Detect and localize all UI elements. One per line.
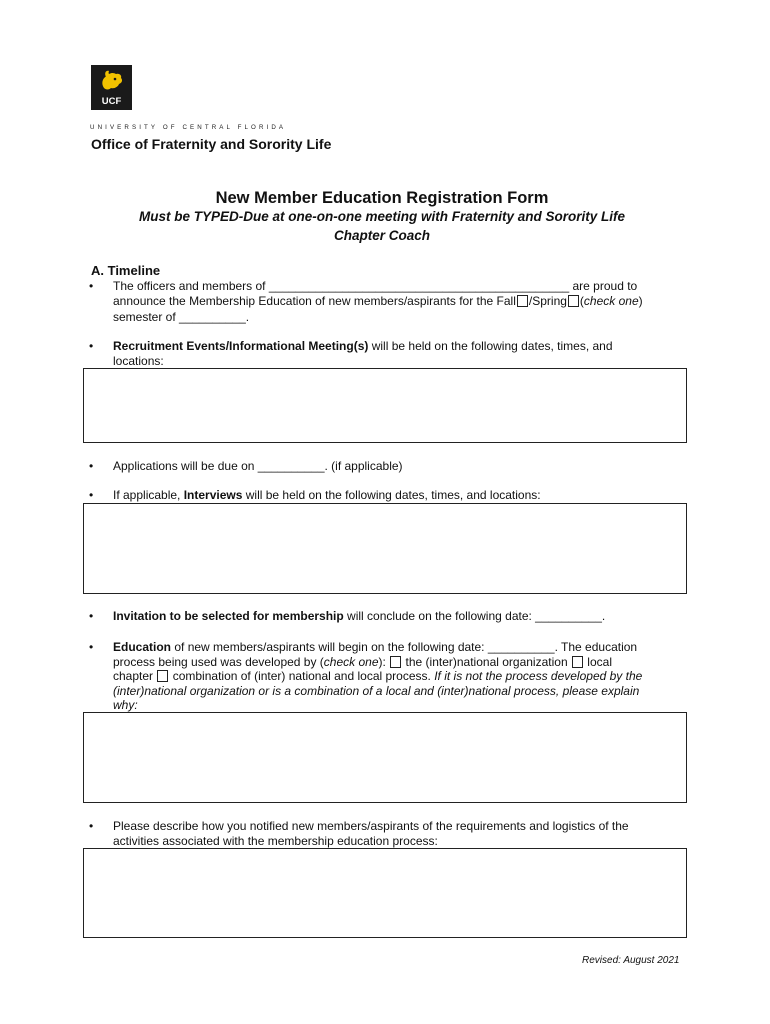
combination-label: combination of (inter) national and local process. [169, 669, 435, 683]
education-line-3 [113, 669, 642, 684]
intl-org-label: the (inter)national organization [402, 655, 568, 669]
applications-line: Applications will be due on __________. (if applicable) [113, 459, 403, 473]
recruitment-input-box[interactable] [83, 368, 687, 443]
education-text: ): [378, 655, 386, 669]
invitation-label: Invitation to be selected for membership [113, 609, 344, 623]
intl-org-checkbox[interactable] [390, 656, 401, 668]
explain-text: If it is not the process developed by the [434, 669, 643, 683]
education-input-box[interactable] [83, 712, 687, 803]
recruitment-line-2: locations: [113, 354, 164, 368]
bullet: • [89, 819, 94, 833]
form-subtitle: Must be TYPED-Due at one-on-one meeting with Fraternity and Sorority Life [138, 209, 626, 224]
officers-line-3: semester of __________. [113, 310, 250, 324]
local-label: local [583, 655, 612, 669]
check-one-label: check one [583, 294, 639, 308]
education-line-1 [113, 640, 637, 655]
interviews-text: will be held on the following dates, times, and locations: [242, 488, 541, 502]
interviews-line [113, 488, 541, 503]
fall-checkbox[interactable] [517, 295, 528, 307]
describe-line-2: activities associated with the membership education process: [113, 834, 438, 848]
check-one-label: check one [323, 655, 379, 669]
spring-label: /Spring [528, 294, 567, 308]
interviews-prefix: If applicable, [113, 488, 184, 502]
interviews-input-box[interactable] [83, 503, 687, 594]
revised-date: Revised: August 2021 [582, 955, 680, 966]
pegasus-icon [91, 65, 132, 97]
education-text: of new members/aspirants will begin on the following date: __________. The education [171, 640, 638, 654]
paren: ) [638, 294, 643, 308]
recruitment-label: Recruitment Events/Informational Meeting(s) [113, 339, 369, 353]
interviews-label: Interviews [183, 488, 243, 502]
university-name: UNIVERSITY OF CENTRAL FLORIDA [90, 124, 287, 131]
bullet: • [89, 339, 94, 353]
invitation-text: will conclude on the following date: __________. [343, 609, 606, 623]
describe-input-box[interactable] [83, 848, 687, 938]
logo-text: UCF [101, 96, 122, 107]
local-checkbox[interactable] [572, 656, 583, 668]
invitation-line [113, 609, 605, 624]
education-line-5: why: [113, 698, 138, 712]
education-text: process being used was developed by ( [113, 655, 324, 669]
bullet: • [89, 488, 94, 502]
section-heading: A. Timeline [91, 263, 161, 278]
education-line-4: (inter)national organization or is a combination of a local and (inter)national process, please explain [113, 684, 640, 698]
office-name: Office of Fraternity and Sorority Life [91, 136, 332, 152]
combination-checkbox[interactable] [157, 670, 168, 682]
recruitment-line-1 [113, 339, 613, 354]
form-title: New Member Education Registration Form [215, 189, 549, 207]
recruitment-text: will be held on the following dates, times, and [368, 339, 613, 353]
describe-line-1: Please describe how you notified new members/aspirants of the requirements and logistics of the [113, 819, 629, 833]
officers-line-1: The officers and members of _____________________________________________ are proud to [113, 279, 638, 293]
bullet: • [89, 279, 94, 293]
officers-line-2 [113, 294, 643, 309]
officers-text: announce the Membership Education of new members/aspirants for the Fall [113, 294, 516, 308]
bullet: • [89, 609, 94, 623]
paren: ( [579, 294, 584, 308]
education-label: Education [113, 640, 172, 654]
education-line-2 [113, 655, 612, 670]
form-subtitle-line2: Chapter Coach [333, 228, 431, 243]
bullet: • [89, 640, 94, 654]
chapter-label: chapter [113, 669, 154, 683]
bullet: • [89, 459, 94, 473]
spring-checkbox[interactable] [568, 295, 579, 307]
